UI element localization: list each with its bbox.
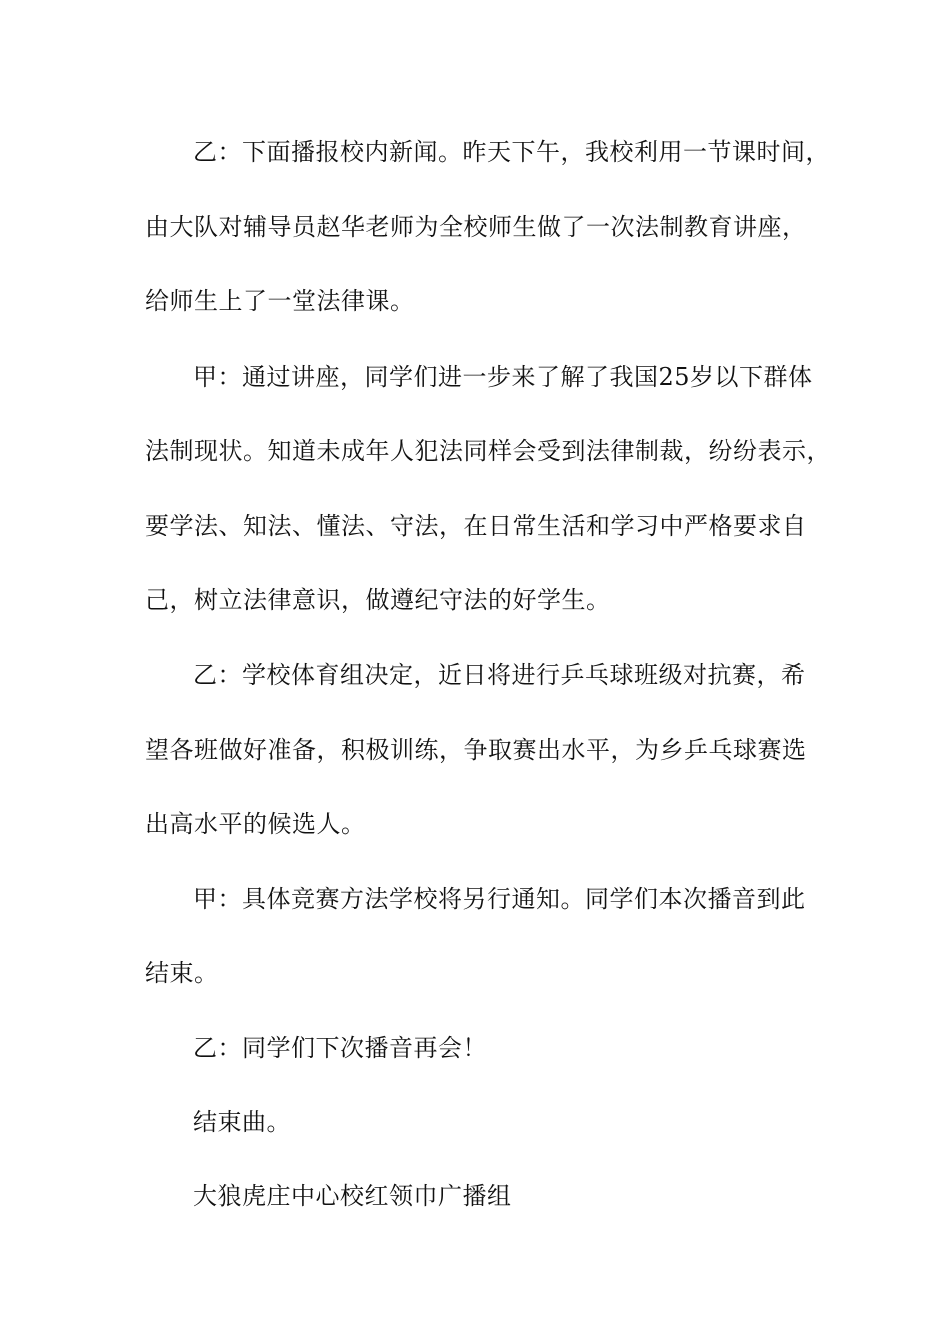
- paragraph-line: 甲：通过讲座，同学们进一步来了解了我国25岁以下群体: [193, 363, 813, 391]
- paragraph-line: 甲：具体竞赛方法学校将另行通知。同学们本次播音到此: [193, 885, 806, 913]
- paragraph-line: 己，树立法律意识，做遵纪守法的好学生。: [145, 586, 611, 614]
- paragraph-line: 结束曲。: [193, 1108, 291, 1136]
- paragraph-line: 出高水平的候选人。: [145, 810, 366, 838]
- paragraph-line: 由大队对辅导员赵华老师为全校师生做了一次法制教育讲座，: [145, 213, 807, 241]
- paragraph-line: 乙：学校体育组决定，近日将进行乒乓球班级对抗赛，希: [193, 661, 806, 689]
- paragraph-line: 结束。: [145, 959, 219, 987]
- paragraph-line: 乙：同学们下次播音再会！: [193, 1034, 487, 1062]
- paragraph-line: 望各班做好准备，积极训练，争取赛出水平，为乡乒乓球赛选: [145, 736, 807, 764]
- signature-line: 大狼虎庄中心校红领巾广播组: [193, 1182, 512, 1210]
- paragraph-line: 要学法、知法、懂法、守法，在日常生活和学习中严格要求自: [145, 512, 807, 540]
- paragraph-line: 法制现状。知道未成年人犯法同样会受到法律制裁，纷纷表示，: [145, 437, 831, 465]
- paragraph-line: 乙：下面播报校内新闻。昨天下午，我校利用一节课时间，: [193, 138, 830, 166]
- paragraph-line: 给师生上了一堂法律课。: [145, 287, 415, 315]
